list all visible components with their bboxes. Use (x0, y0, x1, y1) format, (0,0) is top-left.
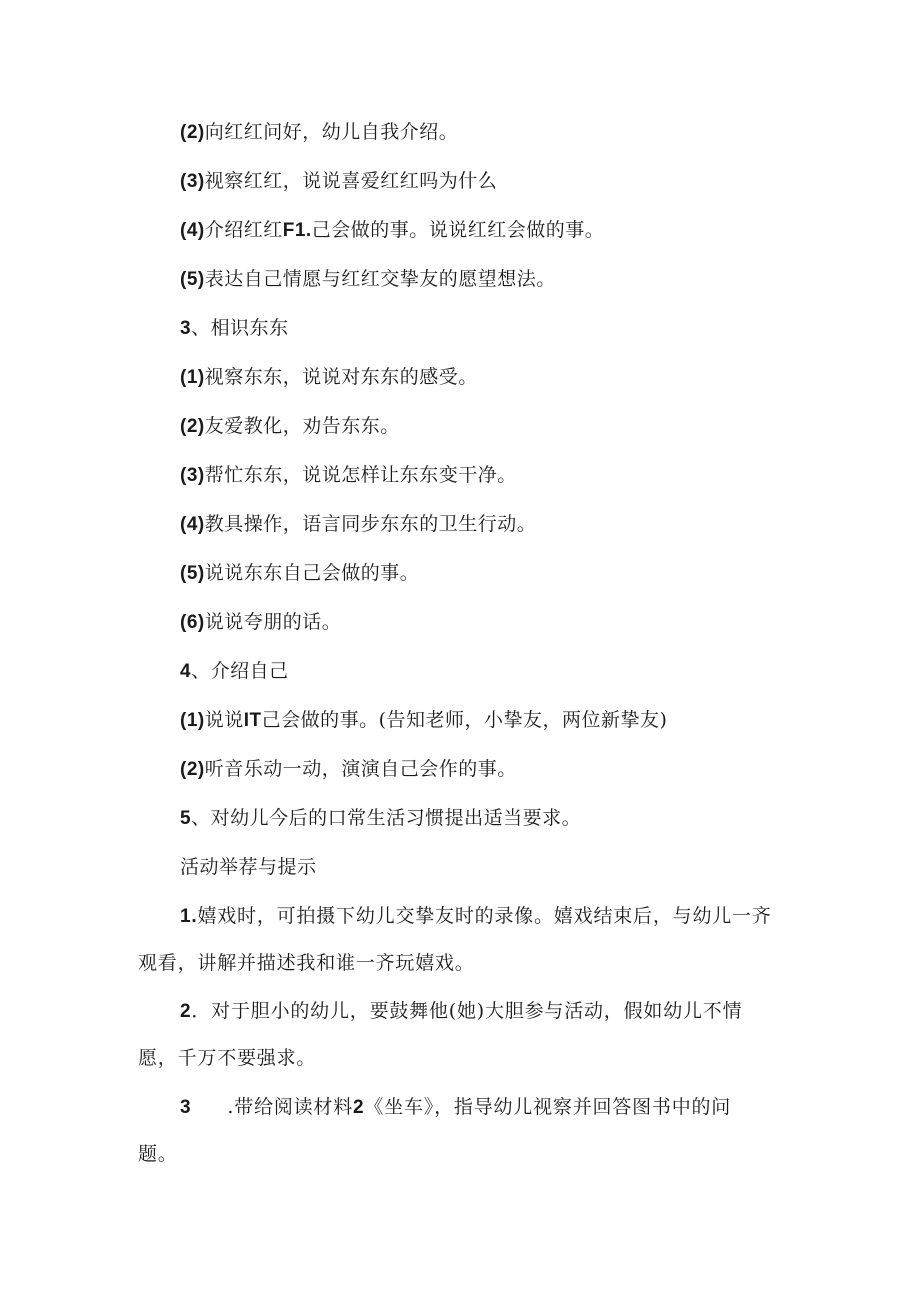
paragraph-number: 2 (180, 1001, 192, 1022)
item-number: (2) (180, 122, 205, 143)
section-number: 3 (180, 318, 192, 339)
paragraph-text-continued: 《坐车》，指导幼儿视察并回答图书中的问 (364, 1096, 732, 1118)
item-number: (4) (180, 220, 205, 241)
item-number: (5) (180, 563, 205, 584)
section-number: 5 (180, 808, 192, 829)
inline-code: IT (243, 710, 262, 731)
section-heading (180, 316, 289, 341)
text-line (180, 757, 517, 782)
text-line (180, 561, 419, 586)
paragraph-number: 1. (180, 906, 198, 927)
item-text: 说说 (204, 709, 244, 731)
text-line (180, 708, 667, 733)
item-number: (1) (180, 710, 205, 731)
text-line (180, 512, 536, 537)
item-text: 介绍红红 (204, 219, 283, 241)
subsection-title (180, 855, 317, 879)
tip-paragraph-1 (138, 893, 788, 987)
section-title: 、介绍自己 (191, 660, 289, 682)
item-number: (4) (180, 514, 205, 535)
paragraph-number: 3 (180, 1097, 192, 1118)
section-heading (180, 806, 581, 831)
item-text: 视察东东，说说对东东的感受。 (204, 366, 478, 388)
item-text: 教具操作，语言同步东东的卫生行动。 (204, 513, 537, 535)
tip-paragraph-2 (138, 988, 788, 1082)
text-line (180, 267, 556, 292)
paragraph-text: ．对于胆小的幼儿，要鼓舞他(她)大胆参与活动，假如幼儿不情 (191, 1000, 743, 1022)
item-text: 说说东东自己会做的事。 (204, 562, 420, 584)
item-number: (3) (180, 171, 205, 192)
item-text: 听音乐动一动，演演自己会作的事。 (204, 758, 517, 780)
item-number: (2) (180, 416, 205, 437)
paragraph-first-line (138, 988, 788, 1035)
tip-paragraph-3 (138, 1084, 788, 1178)
paragraph-text: .带给阅读材料 (227, 1096, 354, 1118)
paragraph-first-line (138, 1084, 788, 1131)
item-number: (1) (180, 367, 205, 388)
section-heading (180, 659, 289, 684)
item-text: 说说夸朋的话。 (204, 611, 342, 633)
text-line (180, 463, 517, 488)
section-title: 、对幼儿今后的口常生活习惯提出适当要求。 (191, 807, 582, 829)
text-line (180, 218, 604, 243)
item-text: 视察红红，说说喜爱红红吗为什么 (204, 170, 498, 192)
item-text: 帮忙东东，说说怎样让东东变干净。 (204, 464, 517, 486)
section-title: 、相识东东 (191, 317, 289, 339)
item-text-continued: 己会做的事。说说红红会做的事。 (311, 219, 605, 241)
text-line (180, 169, 497, 194)
item-text: 友爱教化，劝告东东。 (204, 415, 400, 437)
text-line (180, 414, 400, 439)
paragraph-continuation: 题。 (138, 1143, 178, 1165)
paragraph-first-line (138, 893, 788, 940)
text-line (180, 365, 478, 390)
item-text: 向红红问好，幼儿自我介绍。 (204, 121, 459, 143)
item-number: (6) (180, 612, 205, 633)
item-number: (2) (180, 759, 205, 780)
text-line (180, 610, 341, 635)
text-line (180, 120, 458, 145)
item-text: 表达自己情愿与红红交挚友的愿望想法。 (204, 268, 556, 290)
inline-number: 2 (353, 1097, 365, 1118)
item-text-continued: 己会做的事。(告知老师，小挚友，两位新挚友) (261, 709, 668, 731)
paragraph-continuation: 观看，讲解并描述我和谁一齐玩嬉戏。 (138, 952, 475, 974)
paragraph-text: 嬉戏时，可拍摄下幼儿交挚友时的录像。嬉戏结束后，与幼儿一齐 (197, 905, 772, 927)
paragraph-continuation: 愿，千万不要强求。 (138, 1047, 317, 1069)
item-number: (3) (180, 465, 205, 486)
inline-code: F1. (282, 220, 312, 241)
subsection-title-text: 活动举荐与提示 (180, 856, 317, 878)
item-number: (5) (180, 269, 205, 290)
section-number: 4 (180, 661, 192, 682)
